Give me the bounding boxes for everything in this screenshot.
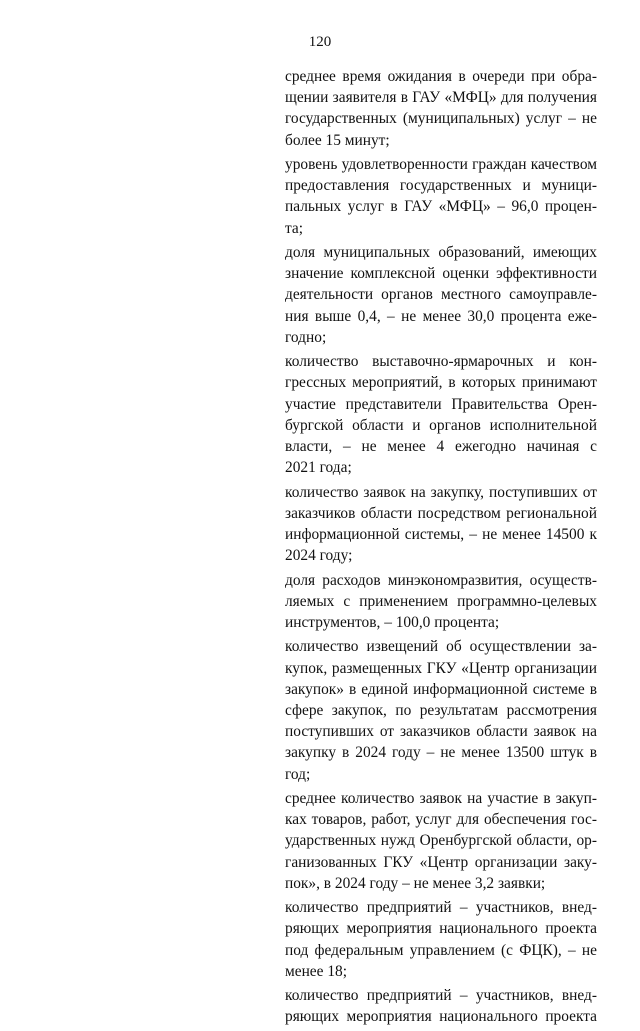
text-line: год; [285, 765, 311, 783]
text-line: ках товаров, работ, услуг для обеспечения гос- [285, 811, 597, 829]
text-line: купок, размещенных ГКУ «Центр организации [285, 659, 597, 677]
paragraph [285, 351, 597, 478]
paragraph [285, 570, 597, 634]
text-line: среднее количество заявок на участие в закуп- [285, 790, 597, 808]
text-line: ряющих мероприятия национального проекта [285, 920, 597, 938]
text-line: ляемых с применением программно-целевых [285, 592, 597, 610]
text-line: количество предприятий – участников, внед- [285, 987, 597, 1005]
text-line: ганизованных ГКУ «Центр организации заку- [285, 853, 597, 871]
text-line: пальных услуг в ГАУ «МФЦ» – 96,0 процен- [285, 198, 597, 216]
text-line: количество выставочно-ярмарочных и кон- [285, 353, 597, 371]
paragraph [285, 482, 597, 567]
text-line: власти, – не менее 4 ежегодно начиная с [285, 438, 597, 456]
text-line: количество извещений об осуществлении за- [285, 638, 597, 656]
text-line: грессных мероприятий, в которых принимают [285, 374, 597, 392]
text-line: доля муниципальных образований, имеющих [285, 244, 597, 261]
text-line: деятельности органов местного самоуправле- [285, 286, 597, 304]
page-number: 120 [308, 34, 332, 50]
text-line: 2024 году; [285, 547, 353, 565]
text-line: доля расходов минэкономразвития, осуществ- [285, 571, 597, 589]
text-line: щении заявителя в ГАУ «МФЦ» для получения [285, 89, 597, 107]
text-line: ударственных нужд Оренбургской области, ор- [285, 832, 597, 850]
text-line: годно; [285, 328, 327, 346]
text-line: закупку в 2024 году – не менее 13500 штук в [285, 744, 597, 762]
text-line: среднее время ожидания в очереди при обра- [285, 68, 597, 85]
text-line: закупок» в единой информационной системе в [285, 680, 597, 698]
text-line: уровень удовлетворенности граждан качеством [285, 156, 597, 173]
text-line: бургской области и органов исполнительной [285, 416, 597, 434]
text-line: информационной системы, – не менее 14500 к [285, 526, 597, 544]
text-line: предоставления государственных и муници- [285, 177, 597, 195]
text-line: значение комплексной оценки эффективности [285, 265, 597, 283]
text-line: количество заявок на закупку, поступивших от [285, 483, 597, 501]
text-line: инструментов, – 100,0 процента; [285, 614, 500, 632]
text-line: ния выше 0,4, – не менее 30,0 процента еже- [285, 307, 597, 325]
text-line: сфере закупок, по результатам рассмотрения [285, 702, 597, 720]
paragraph [285, 154, 597, 239]
text-line: менее 18; [285, 962, 347, 980]
text-line: поступивших от заказчиков области заявок на [285, 723, 597, 741]
text-line: государственных (муниципальных) услуг – не [285, 110, 597, 128]
text-line: более 15 минут; [285, 131, 390, 149]
paragraph [285, 788, 597, 894]
paragraph [285, 985, 597, 1027]
text-line: количество предприятий – участников, внед- [285, 899, 597, 917]
text-line: та; [285, 219, 304, 237]
paragraph [285, 897, 597, 982]
paragraph [285, 66, 597, 151]
text-column [285, 66, 597, 1031]
text-line: участие представители Правительства Орен- [285, 395, 597, 413]
paragraph [285, 242, 597, 348]
text-line: ряющих мероприятия национального проекта [285, 1008, 597, 1026]
text-line: под федеральным управлением (с ФЦК), – не [285, 941, 597, 959]
paragraph [285, 636, 597, 784]
text-line: заказчиков области посредством региональной [285, 504, 597, 522]
text-line: 2021 года; [285, 459, 352, 477]
text-line: пок», в 2024 году – не менее 3,2 заявки; [285, 874, 546, 892]
